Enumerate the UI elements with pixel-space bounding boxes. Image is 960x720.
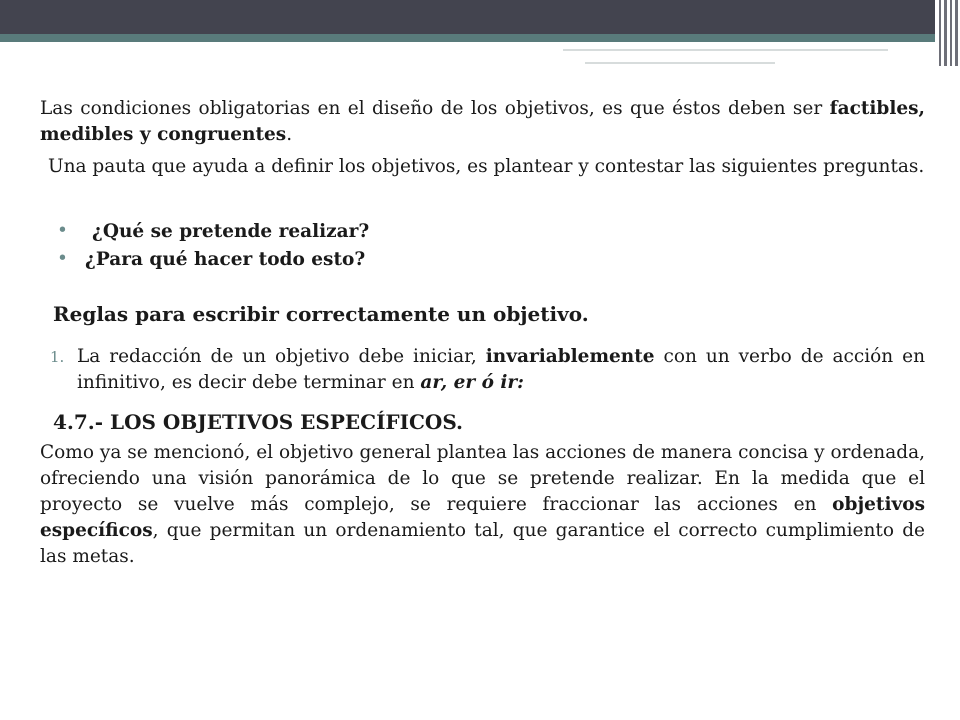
decorative-vertical-lines: [937, 0, 960, 66]
bullet-icon: •: [57, 220, 68, 241]
slide-content: [40, 96, 925, 570]
list-item: • ¿Para qué hacer todo esto?: [40, 246, 925, 274]
intro-paragraph-1: Las condiciones obligatorias en el diseño de los objetivos, es que éstos deben ser factibles, medibles y congruentes.: [40, 98, 925, 145]
header-accent-stripe: [0, 34, 935, 42]
intro-paragraph-2: Una pauta que ayuda a definir los objetivos, es plantear y contestar las siguientes preguntas.: [48, 156, 925, 177]
list-number: 1.: [50, 348, 65, 366]
decorative-line: [563, 49, 888, 51]
section-heading: 4.7.- LOS OBJETIVOS ESPECÍFICOS.: [53, 410, 464, 434]
decorative-line: [585, 62, 775, 64]
rules-item-1: 1. La redacción de un objetivo debe iniciar, invariablemente con un verbo de acción en infinitivo, es decir debe terminar en ar, er ó ir:: [50, 346, 925, 393]
bullet-icon: •: [57, 248, 68, 269]
header-bar: [0, 0, 935, 34]
list-item: • ¿Qué se pretende realizar?: [40, 218, 925, 246]
section-paragraph: Como ya se mencionó, el objetivo general plantea las acciones de manera concisa y ordenada, ofreciendo una visión panorámica de lo que se pretende realizar. En la medida que el proyecto se vuelve más complejo, se requiere fraccionar las acciones en objetivos específicos, que permitan un ordenamiento tal, que garantice el correcto cumplimiento de las metas.: [40, 442, 925, 567]
rules-heading: Reglas para escribir correctamente un objetivo.: [53, 302, 589, 326]
question-list: [40, 218, 925, 274]
